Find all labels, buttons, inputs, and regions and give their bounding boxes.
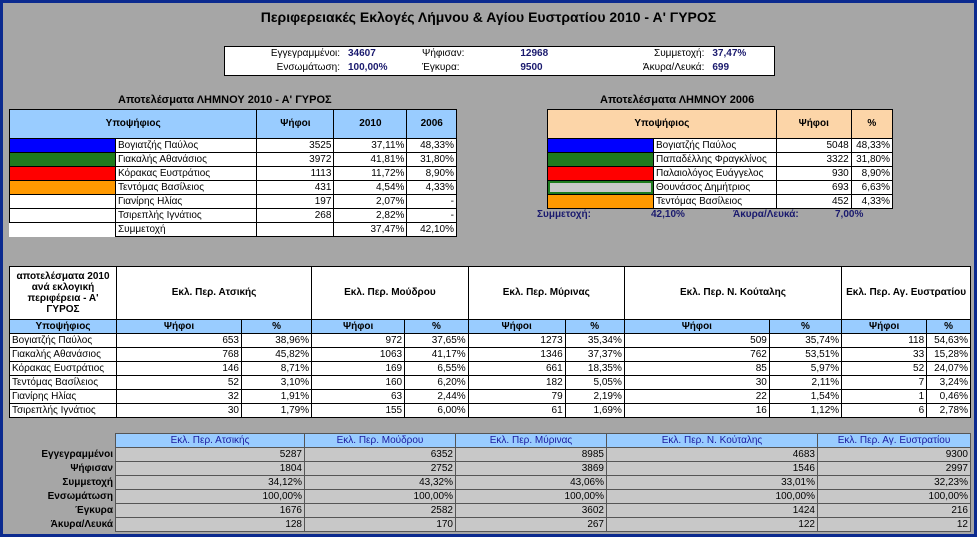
region-pct: 5,97% — [769, 362, 841, 376]
pct-header: % — [565, 320, 624, 334]
region-value: 100,00% — [818, 490, 971, 504]
candidate-name: Γιακαλής Αθανάσιος — [10, 348, 117, 362]
candidate-name: Τσιρεπλής Ιγνάτιος — [116, 209, 257, 223]
bottom-region-0: Εκλ. Περ. Ατσικής — [116, 434, 305, 448]
region-value: 1676 — [116, 504, 305, 518]
region-votes: 79 — [468, 390, 565, 404]
row-label: Έγκυρα — [9, 504, 116, 518]
votes-header: Ψήφοι — [312, 320, 405, 334]
region-votes: 155 — [312, 404, 405, 418]
region-value: 6352 — [305, 448, 456, 462]
color-swatch — [548, 153, 654, 167]
region-pct: 8,71% — [242, 362, 312, 376]
col-votes: Ψήφοι — [257, 110, 334, 139]
region-votes: 160 — [312, 376, 405, 390]
table-row — [10, 195, 457, 209]
regional-table — [9, 266, 971, 418]
region-pct: 5,05% — [565, 376, 624, 390]
bottom-region-1: Εκλ. Περ. Μούδρου — [305, 434, 456, 448]
candidate-name: Θουνάσος Δημήτριος — [654, 181, 777, 195]
region-value: 1424 — [607, 504, 818, 518]
table-row — [10, 153, 457, 167]
table-row — [10, 209, 457, 223]
candidate-name: Παπαδέλλης Φραγκλίνος — [654, 153, 777, 167]
pct-2010: 2,82% — [334, 209, 407, 223]
region-value: 34,12% — [116, 476, 305, 490]
registered-label: Εγγεγραμμένοι: — [270, 48, 340, 59]
candidate-name: Βογιατζής Παύλος — [654, 139, 777, 153]
candidate-name: Γιανίρης Ηλίας — [10, 390, 117, 404]
region-votes: 146 — [117, 362, 242, 376]
invalid-value: 699 — [712, 62, 730, 73]
region-pct: 35,74% — [769, 334, 841, 348]
region-votes: 768 — [117, 348, 242, 362]
candidate-votes: 930 — [776, 167, 851, 181]
votes-header: Ψήφοι — [468, 320, 565, 334]
region-value: 267 — [456, 518, 607, 532]
region-votes: 33 — [842, 348, 927, 362]
region-votes: 1346 — [468, 348, 565, 362]
pct-header: % — [927, 320, 971, 334]
region-pct: 41,17% — [405, 348, 469, 362]
col-candidate: Υποψήφιος — [10, 110, 257, 139]
region-votes: 16 — [624, 404, 769, 418]
voted-label: Ψήφισαν: — [422, 48, 465, 59]
region-value: 1546 — [607, 462, 818, 476]
region-pct: 1,12% — [769, 404, 841, 418]
color-swatch — [10, 153, 116, 167]
candidate-name: Γιακαλής Αθανάσιος — [116, 153, 257, 167]
region-votes: 118 — [842, 334, 927, 348]
candidate-name: Τεντόμας Βασίλειος — [10, 376, 117, 390]
region-header-0: Εκλ. Περ. Ατσικής — [117, 267, 312, 320]
region-pct: 3,10% — [242, 376, 312, 390]
turnout-2006-label: Συμμετοχή: — [537, 209, 591, 220]
pct-2010: 11,72% — [334, 167, 407, 181]
region-votes: 6 — [842, 404, 927, 418]
pct-2006: 31,80% — [407, 153, 457, 167]
region-pct: 0,46% — [927, 390, 971, 404]
region-pct: 2,44% — [405, 390, 469, 404]
candidate-pct: 8,90% — [851, 167, 892, 181]
votes-header: Ψήφοι — [842, 320, 927, 334]
region-votes: 653 — [117, 334, 242, 348]
bottom-corner — [9, 434, 116, 448]
table-row — [9, 504, 971, 518]
region-pct: 2,19% — [565, 390, 624, 404]
region-pct: 6,55% — [405, 362, 469, 376]
region-pct: 6,00% — [405, 404, 469, 418]
region-votes: 7 — [842, 376, 927, 390]
region-votes: 1 — [842, 390, 927, 404]
integration-label: Ενσωμάτωση: — [276, 62, 340, 73]
color-swatch — [10, 195, 116, 209]
candidate-name: Παλαιολόγος Ευάγγελος — [654, 167, 777, 181]
region-votes: 32 — [117, 390, 242, 404]
region-value: 100,00% — [116, 490, 305, 504]
region-pct: 3,24% — [927, 376, 971, 390]
color-swatch — [10, 139, 116, 153]
pct-2010: 41,81% — [334, 153, 407, 167]
region-pct: 24,07% — [927, 362, 971, 376]
region-value: 8985 — [456, 448, 607, 462]
region-pct: 1,79% — [242, 404, 312, 418]
pct-2006: - — [407, 195, 457, 209]
candidate-votes: 431 — [257, 181, 334, 195]
pct-2010: 2,07% — [334, 195, 407, 209]
candidate-name: Βογιατζής Παύλος — [116, 139, 257, 153]
region-pct: 2,11% — [769, 376, 841, 390]
pct-2006: 48,33% — [407, 139, 457, 153]
region-value: 12 — [818, 518, 971, 532]
valid-value: 9500 — [520, 62, 543, 73]
table-row — [548, 167, 893, 181]
region-value: 32,23% — [818, 476, 971, 490]
region-value: 43,06% — [456, 476, 607, 490]
table-row — [10, 334, 971, 348]
results-2006-heading: Αποτελέσματα ΛΗΜΝΟΥ 2006 — [600, 94, 755, 106]
results-2006-table — [547, 109, 893, 209]
region-value: 1804 — [116, 462, 305, 476]
candidate-votes: 1113 — [257, 167, 334, 181]
region-votes: 1273 — [468, 334, 565, 348]
turnout-2006-value: 42,10% — [651, 209, 685, 220]
pct-header: % — [242, 320, 312, 334]
region-pct: 1,91% — [242, 390, 312, 404]
region-votes: 52 — [117, 376, 242, 390]
pct-2010: 4,54% — [334, 181, 407, 195]
candidate-pct: 6,63% — [851, 181, 892, 195]
region-votes: 63 — [312, 390, 405, 404]
candidate-name: Βογιατζής Παύλος — [10, 334, 117, 348]
bottom-region-4: Εκλ. Περ. Αγ. Ευστρατίου — [818, 434, 971, 448]
candidate-name: Γιανίρης Ηλίας — [116, 195, 257, 209]
spreadsheet — [3, 3, 974, 534]
table-row — [10, 362, 971, 376]
region-value: 2752 — [305, 462, 456, 476]
bottom-region-3: Εκλ. Περ. Ν. Κούταλης — [607, 434, 818, 448]
region-votes: 169 — [312, 362, 405, 376]
region-pct: 37,37% — [565, 348, 624, 362]
region-header-2: Εκλ. Περ. Μύρινας — [468, 267, 624, 320]
valid-label: Έγκυρα: — [422, 62, 460, 73]
candidate-pct: 48,33% — [851, 139, 892, 153]
color-swatch — [548, 181, 654, 195]
region-value: 2582 — [305, 504, 456, 518]
region-header-3: Εκλ. Περ. Ν. Κούταλης — [624, 267, 841, 320]
region-value: 5287 — [116, 448, 305, 462]
table-row — [548, 181, 893, 195]
region-header-4: Εκλ. Περ. Αγ. Ευστρατίου — [842, 267, 971, 320]
table-row — [10, 404, 971, 418]
region-value: 100,00% — [607, 490, 818, 504]
region-pct: 35,34% — [565, 334, 624, 348]
region-header-1: Εκλ. Περ. Μούδρου — [312, 267, 469, 320]
table-row — [548, 195, 893, 209]
registered-value: 34607 — [348, 48, 376, 59]
turnout-row-label: Συμμετοχή — [116, 223, 257, 237]
page-title: Περιφερειακές Εκλογές Λήμνου & Αγίου Ευστρατίου 2010 - Α' ΓΥΡΟΣ — [260, 9, 717, 25]
region-value: 3869 — [456, 462, 607, 476]
region-pct: 18,35% — [565, 362, 624, 376]
candidate-name: Τσιρεπλής Ιγνάτιος — [10, 404, 117, 418]
candidate-votes: 3972 — [257, 153, 334, 167]
region-votes: 509 — [624, 334, 769, 348]
invalid-2006-value: 7,00% — [835, 209, 864, 220]
turnout-value: 37,47% — [712, 48, 747, 59]
region-value: 170 — [305, 518, 456, 532]
col-2010: 2010 — [334, 110, 407, 139]
region-value: 4683 — [607, 448, 818, 462]
table-row — [10, 348, 971, 362]
candidate-pct: 4,33% — [851, 195, 892, 209]
candidate-votes: 5048 — [776, 139, 851, 153]
table-row — [548, 139, 893, 153]
table-row — [10, 181, 457, 195]
results-2010-table — [9, 109, 457, 237]
color-swatch — [10, 181, 116, 195]
color-swatch — [10, 209, 116, 223]
votes-header: Ψήφοι — [624, 320, 769, 334]
region-votes: 61 — [468, 404, 565, 418]
table-row — [10, 390, 971, 404]
table-row — [9, 448, 971, 462]
col-2006: 2006 — [407, 110, 457, 139]
candidate-votes: 268 — [257, 209, 334, 223]
candidate-name: Τεντόμας Βασίλειος — [116, 181, 257, 195]
region-value: 43,32% — [305, 476, 456, 490]
col-votes-2006: Ψήφοι — [776, 110, 851, 139]
color-swatch — [548, 195, 654, 209]
region-pct: 54,63% — [927, 334, 971, 348]
region-pct: 37,65% — [405, 334, 469, 348]
region-pct: 1,54% — [769, 390, 841, 404]
region-votes: 22 — [624, 390, 769, 404]
turnout-2006: 42,10% — [407, 223, 457, 237]
region-pct: 53,51% — [769, 348, 841, 362]
region-votes: 30 — [117, 404, 242, 418]
region-value: 100,00% — [456, 490, 607, 504]
region-value: 100,00% — [305, 490, 456, 504]
color-swatch — [10, 167, 116, 181]
candidate-name: Τεντόμας Βασίλειος — [654, 195, 777, 209]
region-votes: 762 — [624, 348, 769, 362]
turnout-label: Συμμετοχή: — [654, 48, 705, 59]
region-value: 3602 — [456, 504, 607, 518]
region-value: 216 — [818, 504, 971, 518]
row-label: Συμμετοχή — [9, 476, 116, 490]
voted-value: 12968 — [520, 48, 549, 59]
candidate-name: Κόρακας Ευστράτιος — [10, 362, 117, 376]
region-votes: 182 — [468, 376, 565, 390]
bottom-table — [9, 433, 971, 532]
col-candidate-2006: Υποψήφιος — [548, 110, 777, 139]
region-value: 128 — [116, 518, 305, 532]
table-row — [9, 462, 971, 476]
region-pct: 38,96% — [242, 334, 312, 348]
table-row — [10, 167, 457, 181]
bottom-region-2: Εκλ. Περ. Μύρινας — [456, 434, 607, 448]
regional-cand-header: Υποψήφιος — [10, 320, 117, 334]
pct-2006: - — [407, 209, 457, 223]
table-row — [9, 518, 971, 532]
pct-2010: 37,11% — [334, 139, 407, 153]
invalid-2006-label: Άκυρα/Λευκά: — [733, 209, 799, 220]
pct-header: % — [405, 320, 469, 334]
col-pct-2006: % — [851, 110, 892, 139]
region-votes: 661 — [468, 362, 565, 376]
invalid-label: Άκυρα/Λευκά: — [642, 62, 705, 73]
pct-2006: 8,90% — [407, 167, 457, 181]
candidate-votes: 3322 — [776, 153, 851, 167]
table-row — [10, 376, 971, 390]
results-2010-heading: Αποτελέσματα ΛΗΜΝΟΥ 2010 - Α' ΓΥΡΟΣ — [118, 94, 332, 106]
table-row — [9, 490, 971, 504]
region-pct: 45,82% — [242, 348, 312, 362]
turnout-2010: 37,47% — [334, 223, 407, 237]
region-pct: 2,78% — [927, 404, 971, 418]
row-label: Άκυρα/Λευκά — [9, 518, 116, 532]
votes-header: Ψήφοι — [117, 320, 242, 334]
region-pct: 15,28% — [927, 348, 971, 362]
region-votes: 1063 — [312, 348, 405, 362]
region-votes: 30 — [624, 376, 769, 390]
row-label: Ενσωμάτωση — [9, 490, 116, 504]
pct-header: % — [769, 320, 841, 334]
summary-table — [224, 46, 775, 76]
region-votes: 972 — [312, 334, 405, 348]
region-value: 9300 — [818, 448, 971, 462]
region-pct: 6,20% — [405, 376, 469, 390]
row-label: Εγγεγραμμένοι — [9, 448, 116, 462]
pct-2006: 4,33% — [407, 181, 457, 195]
table-row — [9, 476, 971, 490]
color-swatch — [548, 167, 654, 181]
region-value: 122 — [607, 518, 818, 532]
region-votes: 85 — [624, 362, 769, 376]
regional-corner: αποτελέσματα 2010 ανά εκλογική περιφέρεια - Α' ΓΥΡΟΣ — [10, 267, 117, 320]
candidate-pct: 31,80% — [851, 153, 892, 167]
region-value: 33,01% — [607, 476, 818, 490]
region-pct: 1,69% — [565, 404, 624, 418]
candidate-name: Κόρακας Ευστράτιος — [116, 167, 257, 181]
region-value: 2997 — [818, 462, 971, 476]
candidate-votes: 197 — [257, 195, 334, 209]
candidate-votes: 693 — [776, 181, 851, 195]
row-label: Ψήφισαν — [9, 462, 116, 476]
candidate-votes: 3525 — [257, 139, 334, 153]
candidate-votes: 452 — [776, 195, 851, 209]
region-votes: 52 — [842, 362, 927, 376]
table-row — [548, 153, 893, 167]
color-swatch — [548, 139, 654, 153]
table-row — [10, 139, 457, 153]
integration-value: 100,00% — [348, 62, 388, 73]
